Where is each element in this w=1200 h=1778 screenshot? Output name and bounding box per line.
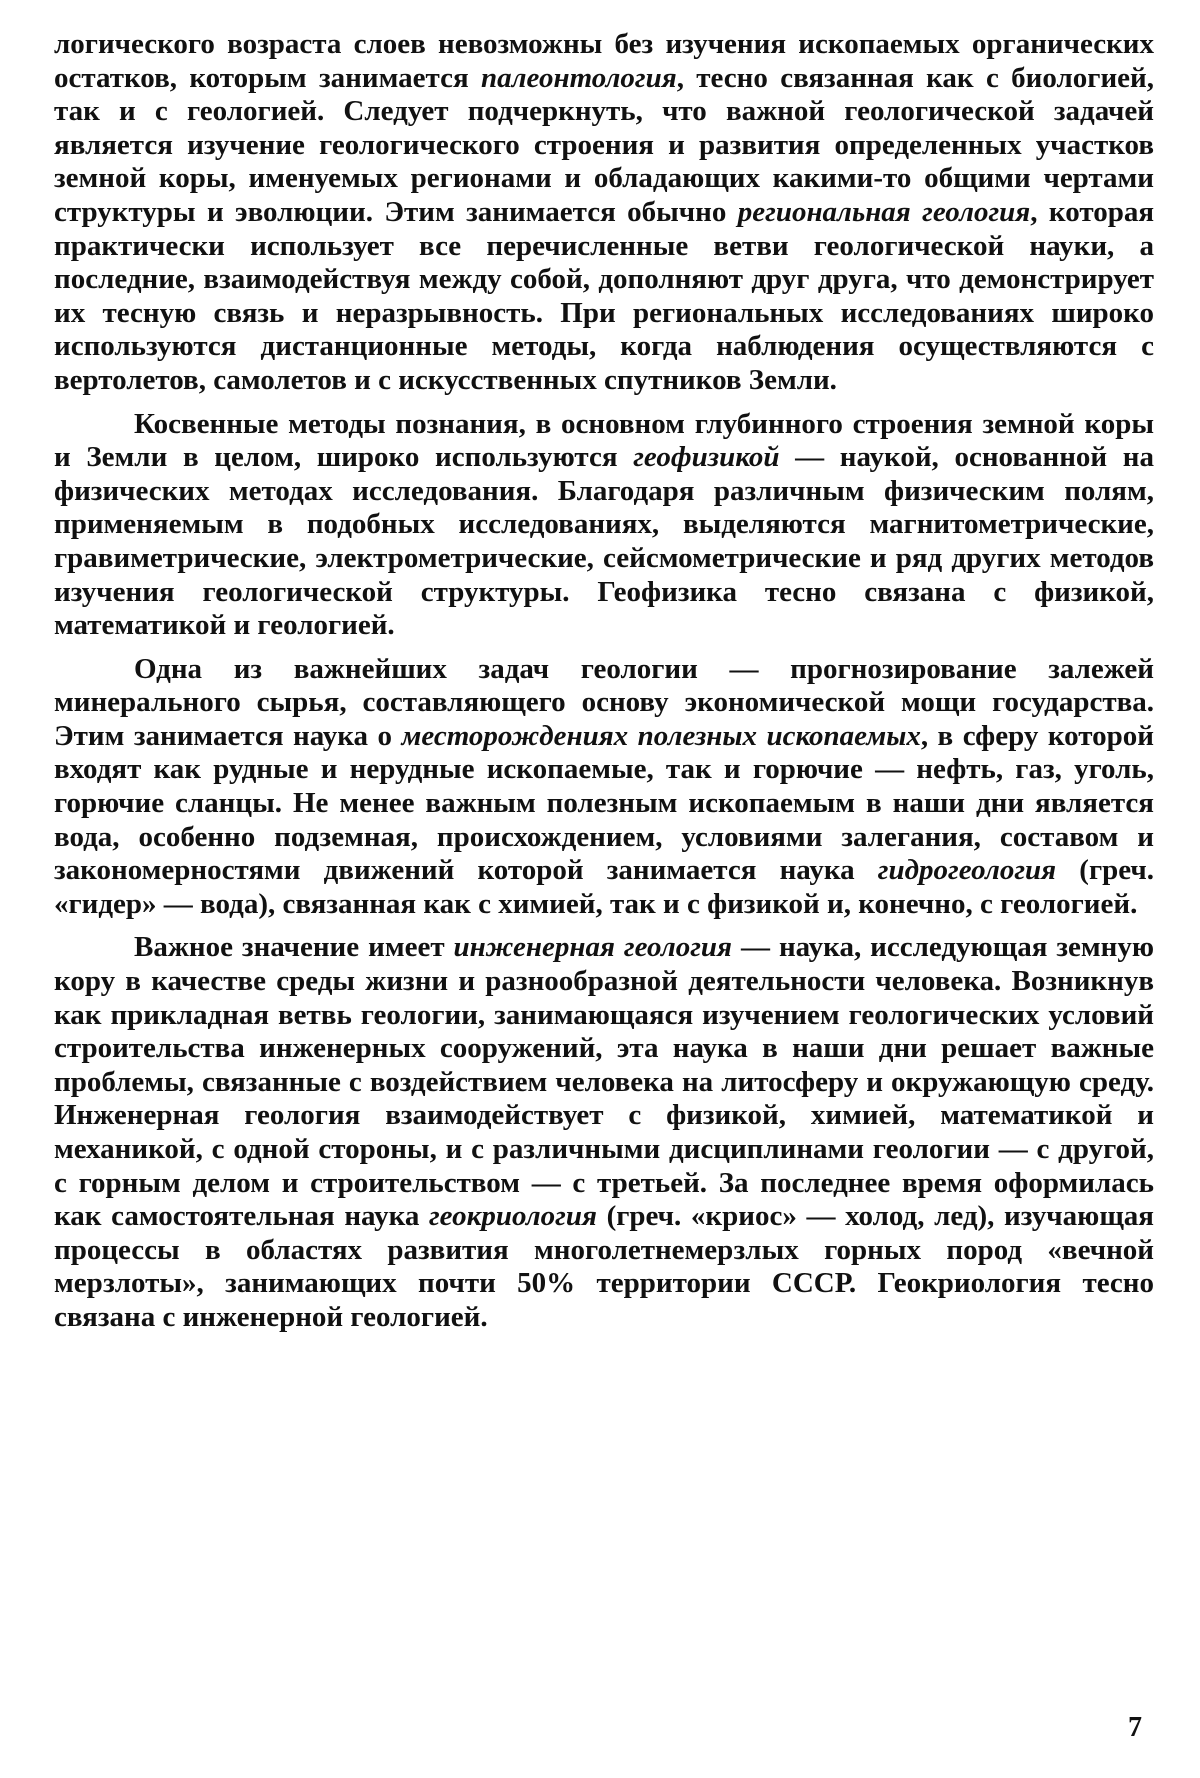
term-engineering-geology: инженерная геология xyxy=(453,931,732,964)
page-number: 7 xyxy=(1128,1712,1142,1743)
paragraph-4 xyxy=(54,931,1154,1334)
term-geocryology: геокриология xyxy=(428,1200,597,1233)
paragraph-1 xyxy=(54,28,1154,398)
paragraph-1-text-3: , которая практически использует все перечисленные ветви геологической науки, а последние, взаимодействуя между собой, дополняют друг друга, что демонстрирует их тесную связь и неразрывность. При региональных исследованиях широко используются дистанционные методы, когда наблюдения осуществляются с вертолетов, самолетов и с искусственных спутников Земли. xyxy=(54,195,1155,396)
term-regional-geology: региональная геология xyxy=(737,195,1031,228)
paragraph-4-text-2: — наука, исследующая земную кору в качестве среды жизни и разнообразной деятельности человека. Возникнув как прикладная ветвь геологии, занимающаяся изучением геологических условий строительства инженерных сооружений, эта наука в наши дни решает важные проблемы, связанные с воздействием человека на литосферу и окружающую среду. Инженерная геология взаимодействует с физикой, химией, математикой и механикой, с одной стороны, и с различными дисциплинами геологии — с другой, с горным делом и строительством — с третьей. За последнее время оформилась как самостоятельная наука xyxy=(54,931,1155,1233)
term-geophysics: геофизикой xyxy=(633,441,780,474)
term-mineral-deposits: месторождениях полезных ископаемых xyxy=(401,719,921,752)
term-hydrogeology: гидрогеология xyxy=(877,854,1057,887)
paragraph-3 xyxy=(54,653,1154,922)
paragraph-2-text-2: — наукой, основанной на физических методах исследования. Благодаря различным физическим полям, применяемым в подобных исследованиях, выделяются магнитометрические, гравиметрические, электрометрические, сейсмометрические и ряд других методов изучения геологической структуры. Геофизика тесно связана с физикой, математикой и геологией. xyxy=(54,441,1154,642)
paragraph-3-text-3: (греч. «гидер» — вода), связанная как с химией, так и с физикой и, конечно, с геологией. xyxy=(54,854,1154,920)
paragraph-1-text-2: , тесно связанная как с биологией, так и с геологией. Следует подчеркнуть, что важной геологической задачей является изучение геологического строения и развития определенных участков земной коры, именуемых регионами и обладающих какими-то общими чертами структуры и эволюции. Этим занимается обычно xyxy=(54,61,1154,228)
paragraph-1-text-1: логического возраста слоев невозможны без изучения ископаемых органических остатков, которым занимается xyxy=(54,28,1154,94)
term-paleontology: палеонтология xyxy=(481,61,677,94)
paragraph-4-text-1: Важное значение имеет xyxy=(134,931,454,964)
page-body xyxy=(54,28,1154,1335)
paragraph-2-text-1: Косвенные методы познания, в основном глубинного строения земной коры и Земли в целом, широко используются xyxy=(54,407,1154,474)
paragraph-3-text-1: Одна из важнейших задач геологии — прогнозирование залежей минерального сырья, составляющего основу экономической мощи государства. Этим занимается наука о xyxy=(54,652,1154,752)
paragraph-2 xyxy=(54,408,1154,643)
paragraph-4-text-3: (греч. «криос» — холод, лед), изучающая процессы в областях развития многолетнемерзлых горных пород «вечной мерзлоты», занимающих почти 50% территории СССР. Геокриология тесно связана с инженерной геологией. xyxy=(54,1200,1154,1333)
paragraph-3-text-2: , в сферу которой входят как рудные и нерудные ископаемые, так и горючие — нефть, газ, уголь, горючие сланцы. Не менее важным полезным ископаемым в наши дни является вода, особенно подземная, происхождением, условиями залегания, составом и закономерностями движений которой занимается наука xyxy=(54,719,1154,887)
